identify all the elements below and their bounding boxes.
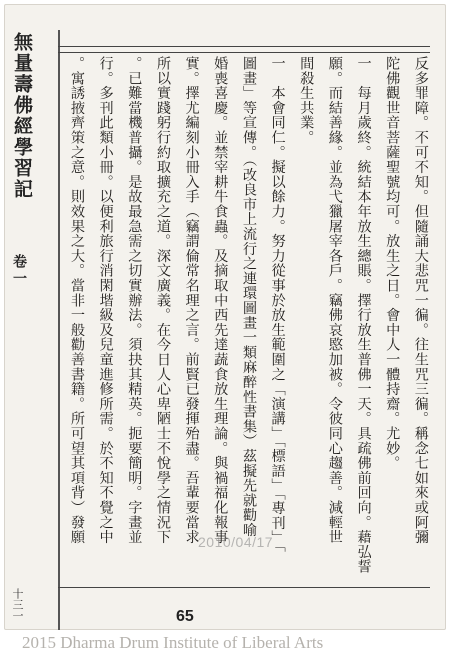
copyright-watermark: 2015 Dharma Drum Institute of Liberal Arts — [22, 633, 324, 652]
top-rule-double — [58, 52, 430, 53]
text-column: 行。多刊此類小冊。以便利旅行消閑堦級及兒童進修所需。於不知不覺之中 — [97, 56, 114, 545]
volume-label: 卷一 — [11, 254, 27, 288]
bottom-rule — [58, 587, 430, 588]
text-column: 陀佛觀世音菩薩聖號均可。放生之日。會中人一體持齋。尤妙。 — [384, 56, 401, 471]
page-number: 65 — [176, 608, 194, 625]
text-column: 一 本會同仁。擬以餘力。努力從事於放生範圍之「演講」「標語」「專刊」「 — [269, 56, 286, 553]
watermark-date: 2010/04/17 — [198, 534, 274, 550]
text-column: 。寓誘掖齊策之意。則效果之大。當非一般勸善書籍。所可望其項背）發願 — [69, 56, 85, 545]
text-column: 一 每月歲終。統結本年放生總賬。擇行放生普佛一天。具疏佛前回向。藉弘誓 — [355, 56, 372, 574]
text-column: 圖畫」等宣傳。（改良市上流行之連環圖畫一類麻醉性書集）茲擬先就勸喻 — [240, 56, 257, 538]
text-column: 反多罪障。不可不知。但隨誦大悲咒一徧。往生咒三徧。稱念七如來或阿彌 — [412, 56, 429, 545]
running-title: 無量壽佛經學習記 — [11, 32, 33, 200]
margin-rule — [58, 30, 60, 630]
text-column: 婚喪喜慶。並禁宰耕牛食蟲。及摘取中西先達蔬食放生理論。與禍福化報事 — [212, 56, 229, 545]
text-body — [68, 56, 430, 586]
text-column: 間殺生共業。 — [298, 56, 315, 145]
text-column: 實。擇尤編刻小冊入手（竊謂倫常名理之言。前賢已發揮殆盡。吾輩要當求 — [183, 56, 200, 545]
folio-number: 十三一 — [11, 588, 24, 621]
text-column: 。已難當機普攝。是故最急需之切實辦法。須抉其精英。扼要簡明。字畫並 — [126, 56, 143, 545]
text-column: 所以實踐躬行約取擴充之道。深文廣義。在今日人心卑陋士不悅學之情況下 — [154, 56, 171, 545]
text-column: 願。而結善緣。並為弋獵屠宰各戶。竊佛哀愍加被。令彼同心趨善。減輕世 — [326, 56, 343, 545]
top-rule — [58, 46, 430, 47]
